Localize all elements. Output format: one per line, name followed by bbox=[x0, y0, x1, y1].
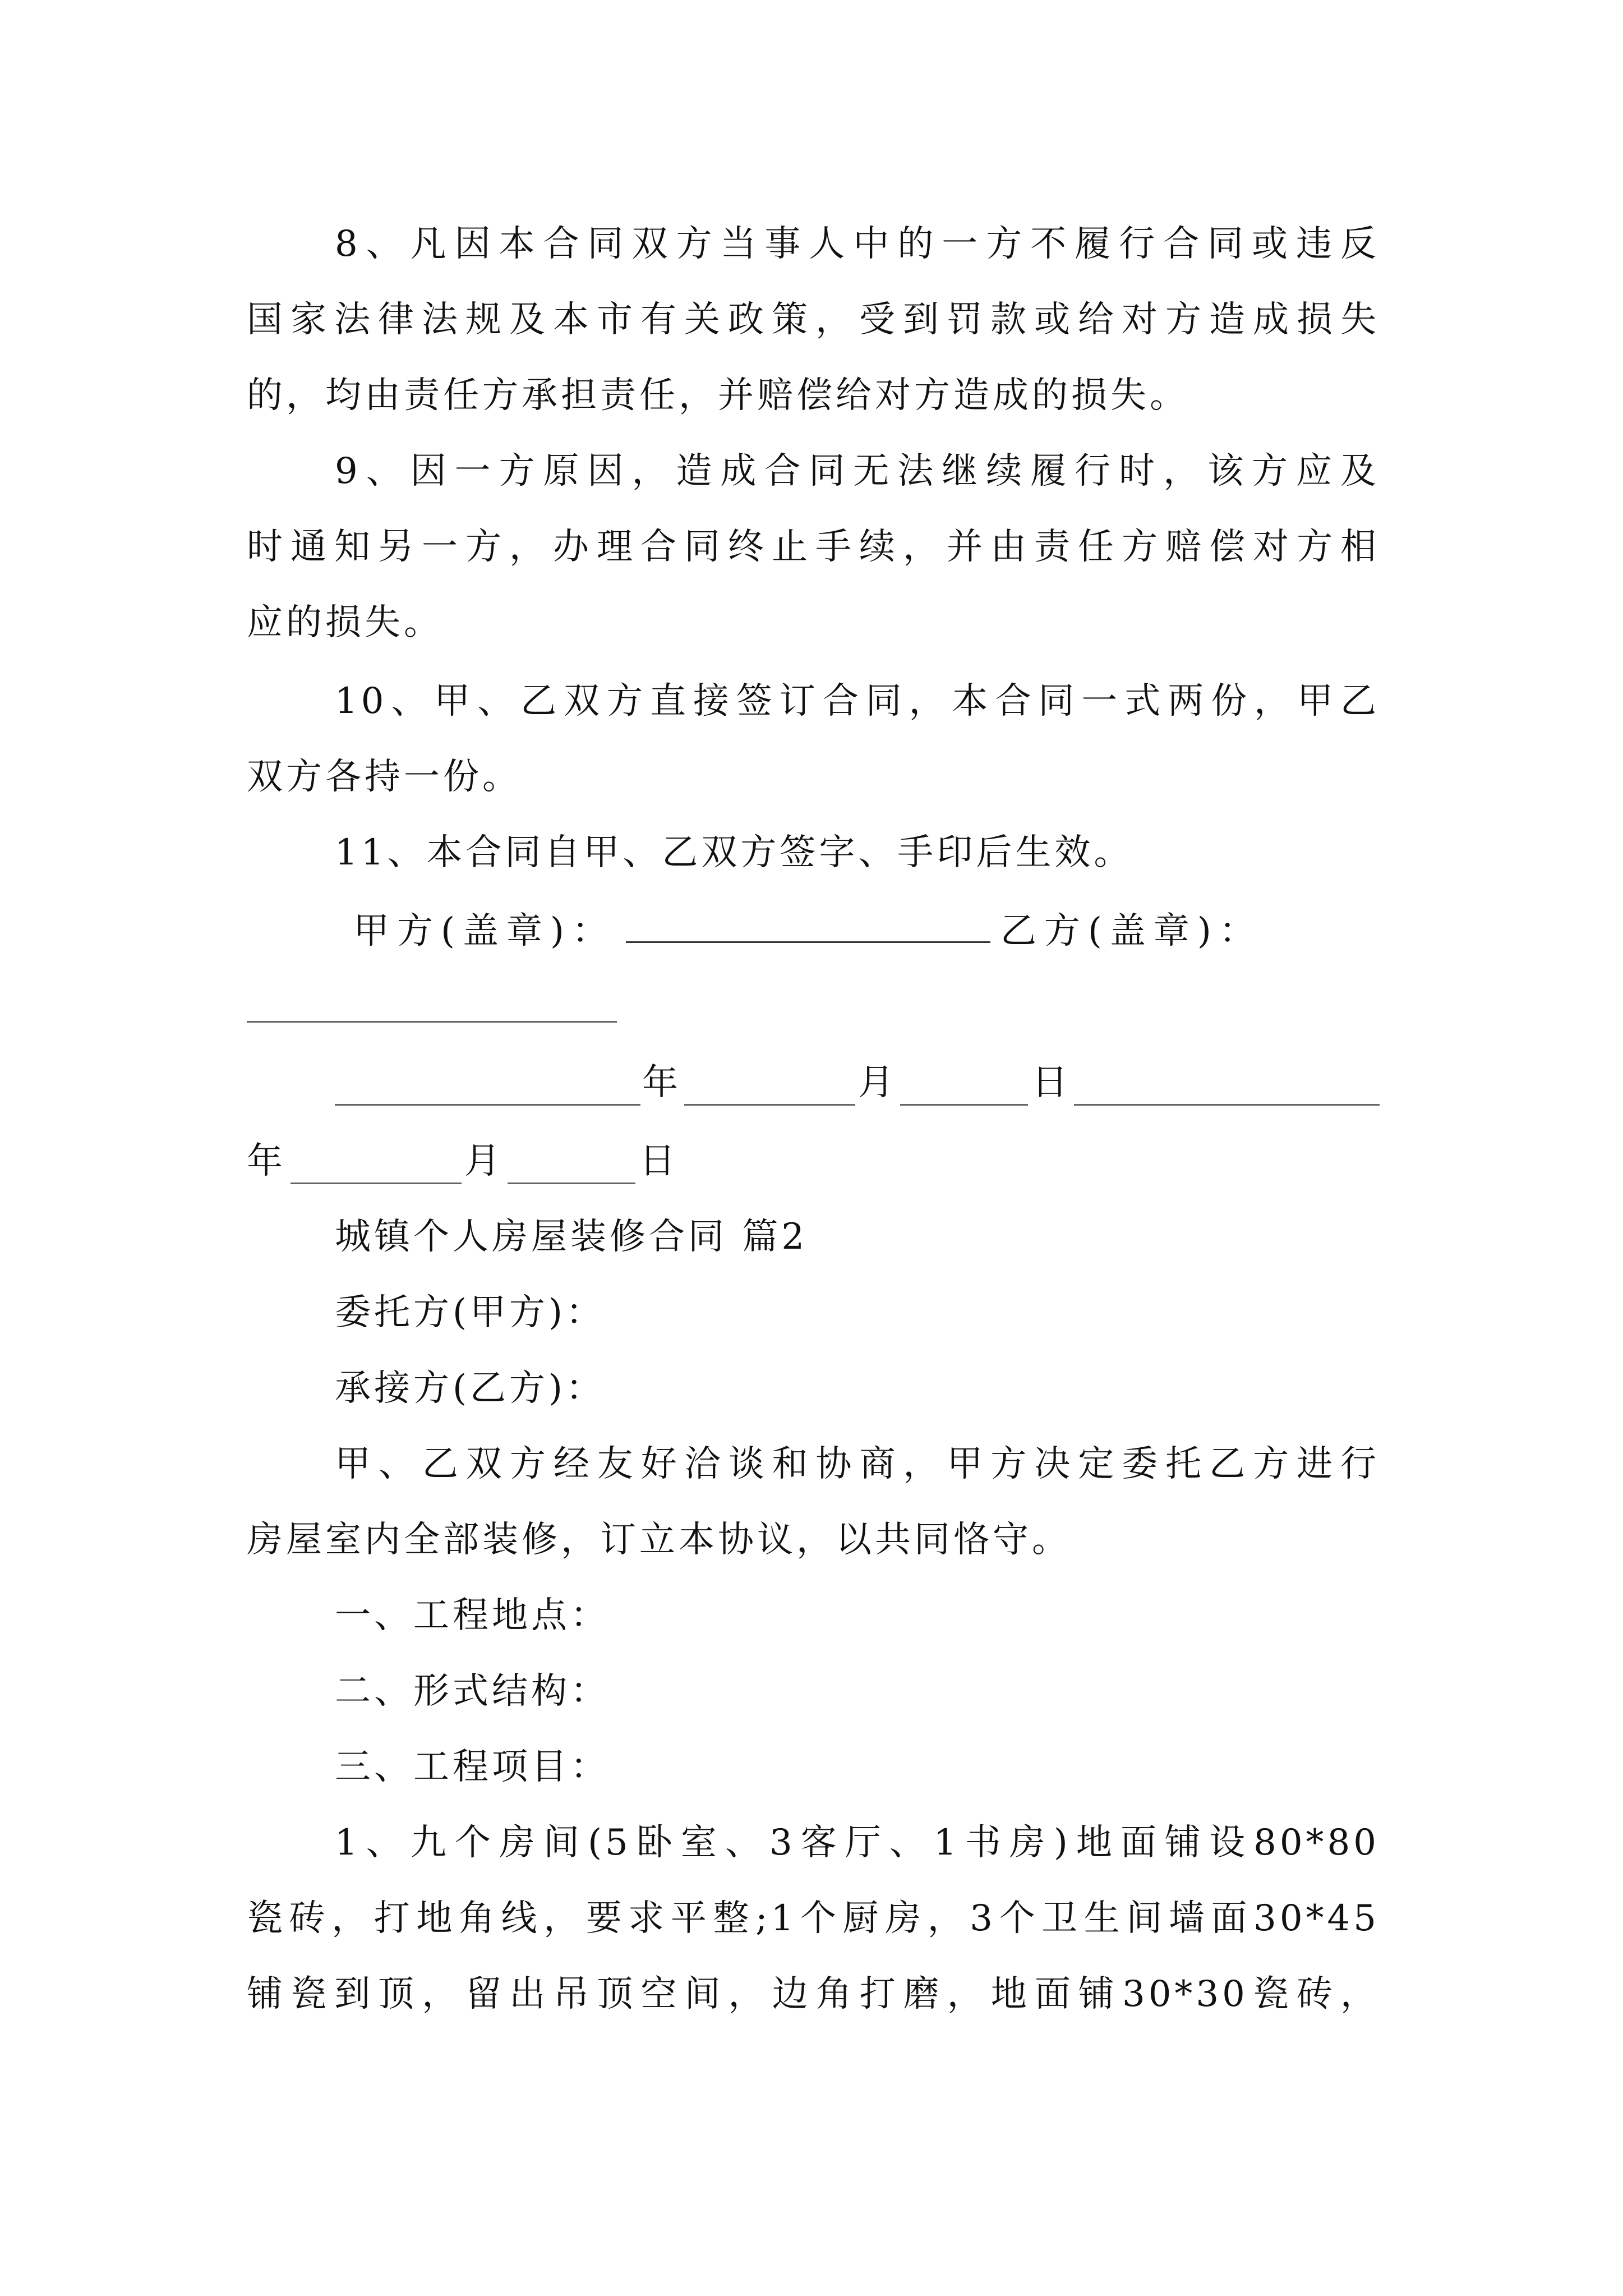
date-b-year-label: 年 bbox=[247, 1140, 286, 1182]
clause-9-line-1: 9、因一方原因，造成合同无法继续履行时，该方应及 bbox=[335, 450, 1380, 492]
date-b-month-blank bbox=[291, 1182, 462, 1184]
item-2-structure: 二、形式结构： bbox=[335, 1671, 610, 1712]
item-1-location: 一、工程地点： bbox=[335, 1595, 610, 1636]
clause-8-line-1: 8、凡因本合同双方当事人中的一方不履行合同或违反 bbox=[335, 223, 1380, 265]
clause-8-line-3: 的，均由责任方承担责任，并赔偿给对方造成的损失。 bbox=[247, 375, 1189, 416]
clause-9-line-2: 时通知另一方，办理合同终止手续，并由责任方赔偿对方相 bbox=[247, 526, 1380, 568]
project-1-line-1: 1、九个房间(5卧室、3客厅、1书房)地面铺设80*80 bbox=[335, 1822, 1380, 1864]
item-3-project: 三、工程项目： bbox=[335, 1746, 610, 1788]
date-b-day-blank bbox=[508, 1182, 635, 1184]
party-a-signature-blank bbox=[626, 939, 990, 943]
party-b-seal-label: 乙方(盖章)： bbox=[1000, 910, 1263, 952]
date-b-day-label: 日 bbox=[639, 1140, 679, 1182]
date-a-day-blank bbox=[900, 1104, 1028, 1106]
party-b-signature-blank bbox=[247, 1021, 617, 1023]
client-label: 委托方(甲方)： bbox=[335, 1292, 605, 1333]
clause-11: 11、本合同自甲、乙双方签字、手印后生效。 bbox=[335, 832, 1133, 873]
project-1-line-2: 瓷砖，打地角线，要求平整;1个厨房，3个卫生间墙面30*45 bbox=[247, 1898, 1380, 1939]
date-a-year-blank bbox=[335, 1104, 640, 1106]
clause-9-line-3: 应的损失。 bbox=[247, 602, 443, 643]
section-title: 城镇个人房屋装修合同 篇2 bbox=[335, 1216, 808, 1258]
date-a-month-label: 月 bbox=[858, 1062, 897, 1103]
intro-line-1: 甲、乙双方经友好洽谈和协商，甲方决定委托乙方进行 bbox=[335, 1443, 1380, 1485]
date-a-day-label: 日 bbox=[1032, 1062, 1071, 1103]
contractor-label: 承接方(乙方)： bbox=[335, 1368, 605, 1409]
party-a-seal-label: 甲方(盖章)： bbox=[353, 910, 616, 952]
date-b-year-blank bbox=[1074, 1104, 1380, 1106]
clause-8-line-2: 国家法律法规及本市有关政策，受到罚款或给对方造成损失 bbox=[247, 299, 1380, 341]
signature-row bbox=[353, 909, 1380, 954]
clause-10-line-1: 10、甲、乙双方直接签订合同，本合同一式两份，甲乙 bbox=[335, 680, 1380, 722]
clause-10-line-2: 双方各持一份。 bbox=[247, 756, 522, 798]
project-1-line-3: 铺瓷到顶，留出吊顶空间，边角打磨，地面铺30*30瓷砖， bbox=[247, 1973, 1380, 2015]
intro-line-2: 房屋室内全部装修，订立本协议，以共同恪守。 bbox=[247, 1519, 1071, 1561]
date-b-month-label: 月 bbox=[464, 1140, 504, 1182]
date-a-month-blank bbox=[684, 1104, 855, 1106]
date-a-year-label: 年 bbox=[642, 1062, 681, 1103]
